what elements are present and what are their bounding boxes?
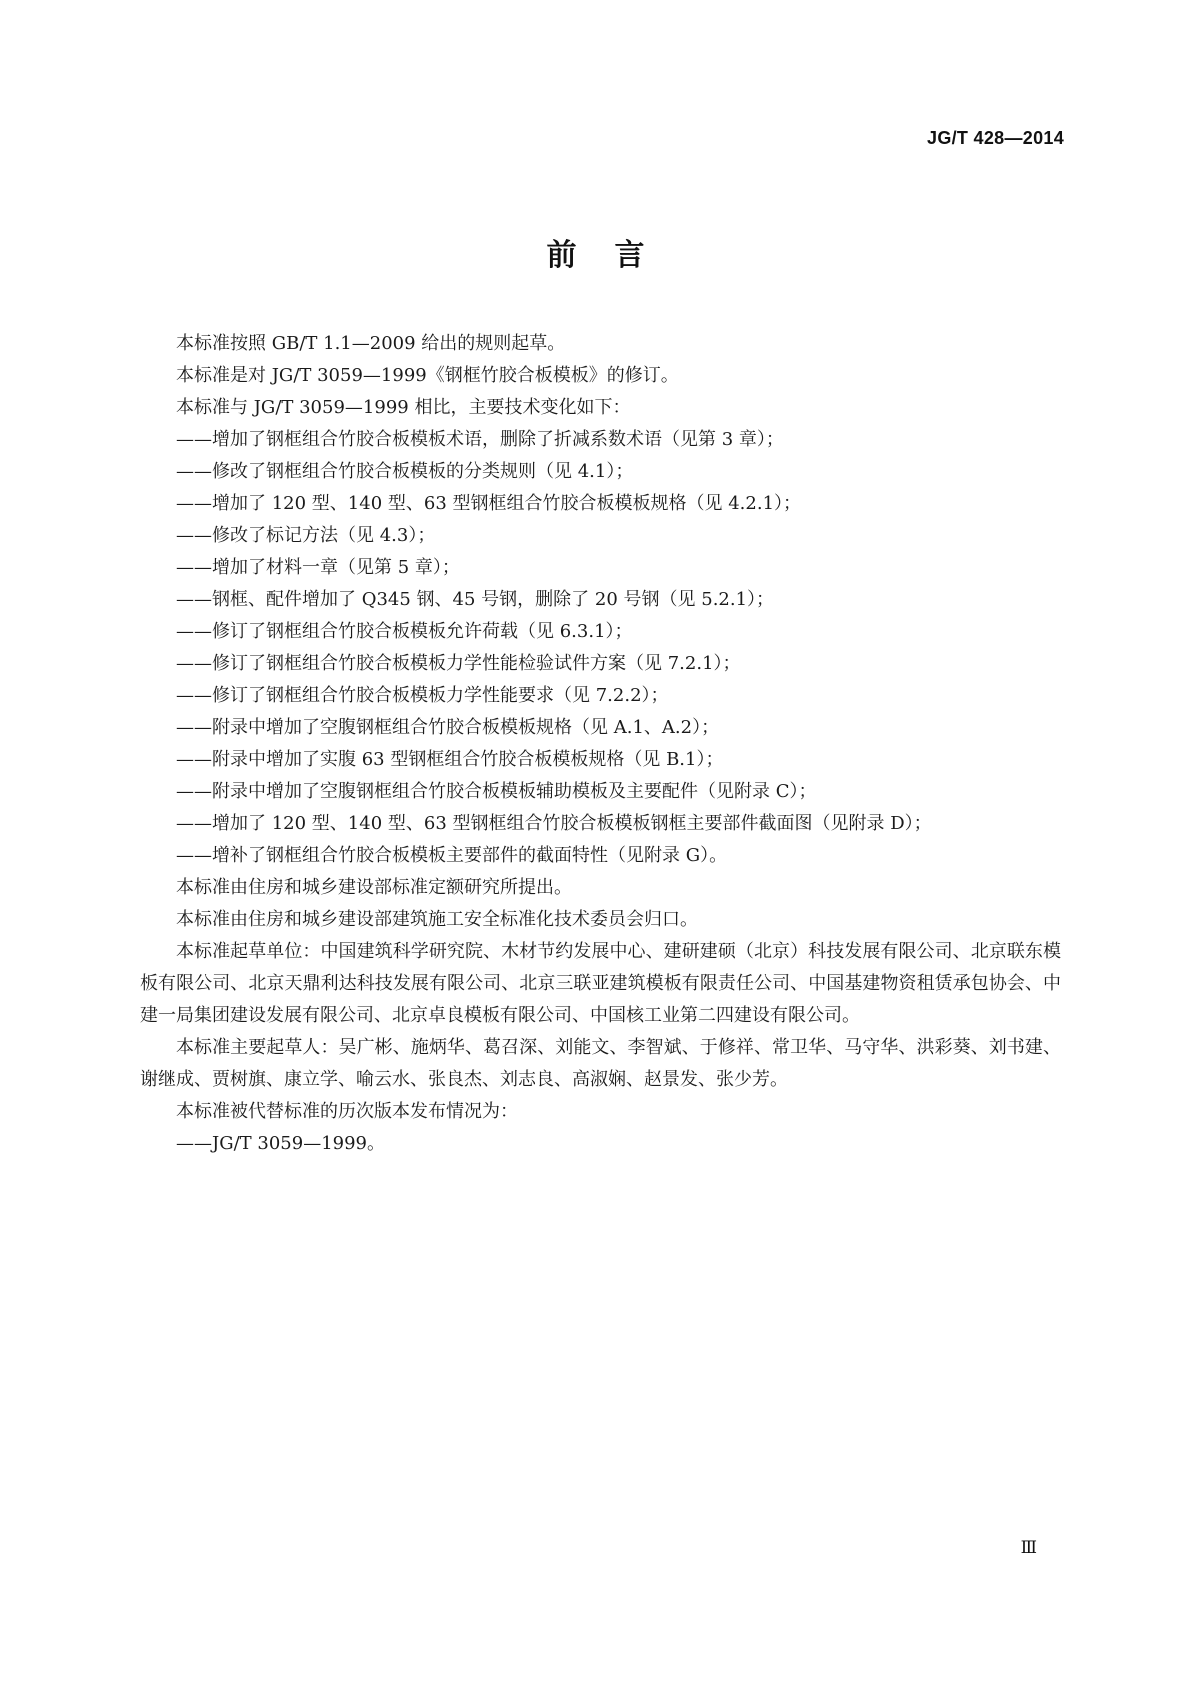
- change-item: ——钢框、配件增加了 Q345 钢、45 号钢，删除了 20 号钢（见 5.2.1）；: [176, 589, 775, 610]
- change-item: ——修改了标记方法（见 4.3）；: [176, 525, 436, 546]
- paragraph: 本标准由住房和城乡建设部标准定额研究所提出。: [176, 877, 572, 898]
- change-item: ——修订了钢框组合竹胶合板模板力学性能要求（见 7.2.2）；: [176, 685, 669, 706]
- change-item: ——修订了钢框组合竹胶合板模板力学性能检验试件方案（见 7.2.1）；: [176, 653, 741, 674]
- paragraph: 本标准起草单位：中国建筑科学研究院、木材节约发展中心、建研建硕（北京）科技发展有限公司、北京联东模板有限公司、北京天鼎利达科技发展有限公司、北京三联亚建筑模板有限责任公司、中国基建物资租赁承包协会、中建一局集团建设发展有限公司、北京卓良模板有限公司、中国核工业第二四建设有限公司。: [140, 941, 1061, 1026]
- change-item: ——JG/T 3059—1999。: [176, 1133, 386, 1154]
- paragraph: 本标准与 JG/T 3059—1999 相比，主要技术变化如下：: [176, 397, 631, 418]
- page-title: 前言: [546, 238, 683, 273]
- change-item: ——附录中增加了空腹钢框组合竹胶合板模板辅助模板及主要配件（见附录 C）；: [176, 781, 817, 802]
- change-item: ——增加了材料一章（见第 5 章）；: [176, 557, 460, 578]
- paragraph: 本标准主要起草人：吴广彬、施炳华、葛召深、刘能文、李智斌、于修祥、常卫华、马守华、洪彩葵、刘书建、谢继成、贾树旗、康立学、喻云水、张良杰、刘志良、高淑娴、赵景发、张少芳。: [140, 1037, 1061, 1090]
- change-item: ——增加了 120 型、140 型、63 型钢框组合竹胶合板模板钢框主要部件截面图（见附录 D）；: [176, 813, 932, 834]
- paragraph: 本标准由住房和城乡建设部建筑施工安全标准化技术委员会归口。: [176, 909, 698, 930]
- paragraph: 本标准按照 GB/T 1.1—2009 给出的规则起草。: [176, 333, 566, 354]
- change-item: ——增加了钢框组合竹胶合板模板术语，删除了折减系数术语（见第 3 章）；: [176, 429, 784, 450]
- change-item: ——增补了钢框组合竹胶合板模板主要部件的截面特性（见附录 G）。: [176, 845, 728, 866]
- change-item: ——附录中增加了实腹 63 型钢框组合竹胶合板模板规格（见 B.1）；: [176, 749, 724, 770]
- standard-code: JG/T 428—2014: [927, 128, 1064, 148]
- change-item: ——附录中增加了空腹钢框组合竹胶合板模板规格（见 A.1、A.2）；: [176, 717, 720, 738]
- paragraph: 本标准是对 JG/T 3059—1999《钢框竹胶合板模板》的修订。: [176, 365, 679, 386]
- foreword-body: [140, 328, 1061, 1160]
- change-item: ——增加了 120 型、140 型、63 型钢框组合竹胶合板模板规格（见 4.2.1）；: [176, 493, 802, 514]
- change-item: ——修改了钢框组合竹胶合板模板的分类规则（见 4.1）；: [176, 461, 634, 482]
- paragraph: 本标准被代替标准的历次版本发布情况为：: [176, 1101, 518, 1122]
- page-number: Ⅲ: [1020, 1538, 1037, 1558]
- change-item: ——修订了钢框组合竹胶合板模板允许荷载（见 6.3.1）；: [176, 621, 633, 642]
